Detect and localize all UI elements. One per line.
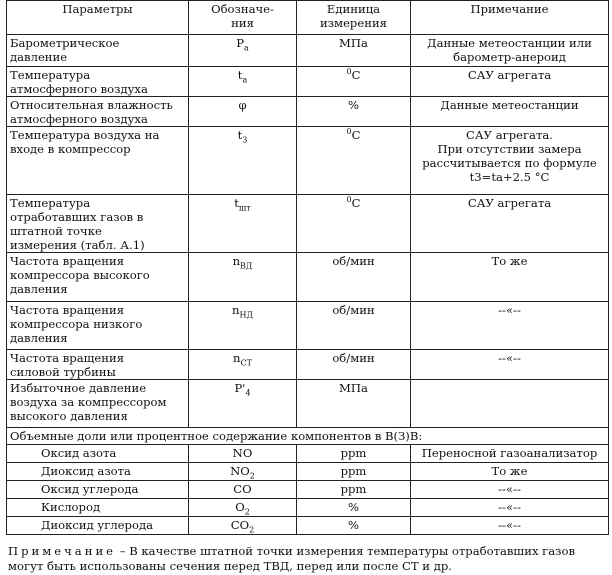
section-row — [7, 428, 609, 445]
footnote-label: Примечание — [8, 544, 117, 558]
gas-name: Оксид углерода — [7, 481, 189, 499]
gas-row — [7, 445, 609, 463]
note-formula — [414, 170, 605, 184]
gas-note: --«-- — [411, 517, 609, 535]
gas-unit: ppm — [297, 481, 411, 499]
symbol-text: NO — [232, 446, 253, 460]
note-text: Данные метеостанции — [440, 98, 579, 112]
unit-cell — [297, 380, 411, 428]
note-text: --«-- — [498, 303, 521, 317]
unit-text: C — [351, 68, 361, 82]
table-row — [7, 195, 609, 253]
unit-text: об/мин — [332, 351, 375, 365]
note-text: САУ агрегата — [467, 196, 552, 210]
unit-cell — [297, 195, 411, 253]
parameter-name: Относительная влажность атмосферного воздуха — [7, 97, 189, 127]
header-notes: Примечание — [411, 1, 609, 35]
parameter-name: Частота вращения компрессора низкого давления — [7, 302, 189, 350]
symbol-cell — [189, 253, 297, 302]
symbol-text: n — [232, 254, 241, 268]
symbol-subscript: 2 — [249, 471, 255, 481]
unit-cell — [297, 127, 411, 195]
gas-note: Переносной газоанализатор — [411, 445, 609, 463]
gas-row — [7, 481, 609, 499]
symbol-text: P' — [234, 381, 246, 395]
unit-text: МПа — [339, 381, 368, 395]
unit-cell — [297, 350, 411, 380]
note-cell — [411, 67, 609, 97]
gas-unit: % — [297, 517, 411, 535]
symbol-text: t — [234, 196, 239, 210]
symbol-cell — [189, 35, 297, 67]
symbol-cell — [189, 481, 297, 499]
symbol-cell — [189, 380, 297, 428]
symbol-subscript: НД — [239, 310, 253, 320]
gas-unit: ppm — [297, 445, 411, 463]
unit-cell — [297, 35, 411, 67]
unit-superscript: 0 — [346, 127, 352, 137]
symbol-cell — [189, 463, 297, 481]
symbol-subscript: шт — [238, 203, 251, 213]
gas-row — [7, 517, 609, 535]
table-row — [7, 127, 609, 195]
symbol-subscript: a — [242, 75, 248, 85]
note-cell — [411, 350, 609, 380]
unit-text: C — [351, 128, 361, 142]
symbol-text: CO — [233, 482, 252, 496]
gas-name: Диоксид углерода — [7, 517, 189, 535]
table-row — [7, 253, 609, 302]
symbol-text: NO — [230, 464, 250, 478]
table-row — [7, 35, 609, 67]
table-row — [7, 380, 609, 428]
unit-cell — [297, 97, 411, 127]
symbol-subscript: a — [244, 43, 249, 53]
symbol-subscript: 3 — [242, 135, 248, 145]
header-units: Единица измерения — [297, 1, 411, 35]
gas-row — [7, 499, 609, 517]
parameter-name: Частота вращения силовой турбины — [7, 350, 189, 380]
table-row — [7, 67, 609, 97]
symbol-text: φ — [238, 98, 247, 112]
parameter-name: Частота вращения компрессора высокого давления — [7, 253, 189, 302]
table-row — [7, 350, 609, 380]
gas-note: --«-- — [411, 499, 609, 517]
note-cell — [411, 253, 609, 302]
unit-superscript: 0 — [346, 195, 352, 205]
unit-text: % — [347, 98, 360, 112]
symbol-cell — [189, 350, 297, 380]
symbol-text: n — [233, 351, 241, 365]
gas-note: --«-- — [411, 481, 609, 499]
header-symbols: Обозначе- ния — [189, 1, 297, 35]
symbol-cell — [189, 97, 297, 127]
symbol-cell — [189, 67, 297, 97]
symbol-subscript: СТ — [240, 358, 252, 368]
symbol-subscript: 2 — [244, 507, 250, 517]
parameter-name: Избыточное давление воздуха за компрессором высокого давления — [7, 380, 189, 428]
symbol-cell — [189, 445, 297, 463]
footnote-text: – В качестве штатной точки измерения температуры отработавших газов могут быть использованы сечения перед ТВД, перед или после СТ и др. — [8, 544, 575, 573]
unit-text: об/мин — [332, 303, 375, 317]
symbol-cell — [189, 302, 297, 350]
unit-text: МПа — [339, 36, 368, 50]
gas-note: То же — [411, 463, 609, 481]
gas-row — [7, 463, 609, 481]
unit-cell — [297, 67, 411, 97]
note-text: То же — [491, 254, 528, 268]
formula-text: t3=ta+2.5 — [469, 170, 532, 184]
symbol-text: O — [235, 500, 245, 514]
symbol-text: P — [236, 36, 245, 50]
gas-unit: % — [297, 499, 411, 517]
symbol-cell — [189, 127, 297, 195]
note-cell — [411, 35, 609, 67]
symbol-subscript: ВД — [240, 261, 253, 271]
gas-unit: ppm — [297, 463, 411, 481]
symbol-subscript: 2 — [249, 525, 255, 535]
symbol-text: n — [232, 303, 240, 317]
gas-name: Оксид азота — [7, 445, 189, 463]
formula-unit: °C — [531, 170, 550, 184]
unit-text: C — [351, 196, 361, 210]
table-row — [7, 302, 609, 350]
note-text: САУ агрегата — [467, 68, 552, 82]
note-cell — [411, 380, 609, 428]
parameter-name: Температура отработавших газов в штатной точке измерения (табл. А.1) — [7, 195, 189, 253]
note-text: САУ агрегата. При отсутствии замера рассчитывается по формуле — [422, 128, 597, 170]
gas-name: Диоксид азота — [7, 463, 189, 481]
symbol-subscript: 4 — [245, 388, 251, 398]
table-row — [7, 97, 609, 127]
note-cell — [411, 302, 609, 350]
unit-cell — [297, 302, 411, 350]
note-cell — [411, 97, 609, 127]
symbol-text: CO — [230, 518, 250, 532]
parameter-name: Температура воздуха на входе в компрессор — [7, 127, 189, 195]
symbol-cell — [189, 517, 297, 535]
gas-name: Кислород — [7, 499, 189, 517]
note-text: Данные метеостанции или барометр-анероид — [427, 36, 592, 64]
parameter-name: Барометрическое давление — [7, 35, 189, 67]
parameters-table — [6, 0, 609, 535]
symbol-cell — [189, 499, 297, 517]
note-cell — [411, 195, 609, 253]
note-text: --«-- — [498, 351, 521, 365]
parameter-name: Температура атмосферного воздуха — [7, 67, 189, 97]
footnote — [8, 544, 608, 574]
table-header-row — [7, 1, 609, 35]
note-cell — [411, 127, 609, 195]
header-parameters: Параметры — [7, 1, 189, 35]
symbol-text: t — [237, 128, 243, 142]
unit-cell — [297, 253, 411, 302]
unit-superscript: 0 — [346, 67, 352, 77]
unit-text: об/мин — [332, 254, 375, 268]
section-label: Объемные доли или процентное содержание компонентов в В(З)В: — [7, 428, 609, 445]
symbol-cell — [189, 195, 297, 253]
symbol-text: t — [237, 68, 243, 82]
